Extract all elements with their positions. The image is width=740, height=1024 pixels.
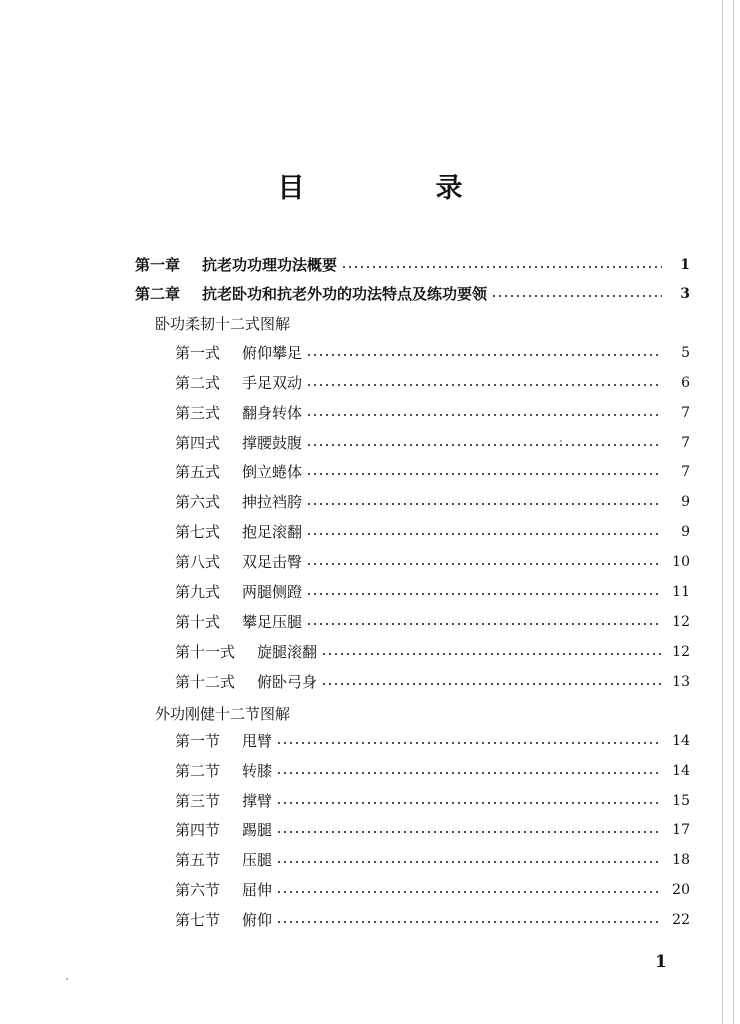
dot-leader xyxy=(276,879,662,901)
toc-item[interactable] xyxy=(175,849,690,871)
dot-leader xyxy=(276,909,662,931)
chapter-label: 第一章 xyxy=(135,256,181,274)
page-number: 5 xyxy=(681,345,690,361)
item-label: 第七节 xyxy=(175,911,221,929)
page-number: 7 xyxy=(681,435,690,451)
item-title: 撑臂 xyxy=(242,792,273,810)
page-number: 13 xyxy=(672,674,690,690)
page-number: 9 xyxy=(681,524,690,540)
toc-chapter-2[interactable] xyxy=(135,283,690,305)
chapter-title: 抗老功功理功法概要 xyxy=(202,256,338,274)
dot-leader xyxy=(306,432,662,454)
item-title: 抻拉裆胯 xyxy=(242,493,303,511)
page-edge-line-1 xyxy=(722,0,723,1024)
dot-leader xyxy=(276,819,662,841)
page-number: 7 xyxy=(681,464,690,480)
toc-item[interactable] xyxy=(175,909,690,931)
page-title: 目 录 xyxy=(277,173,515,204)
item-title: 撑腰鼓腹 xyxy=(242,434,303,452)
dot-leader xyxy=(306,581,662,603)
item-title: 甩臂 xyxy=(242,732,273,750)
dot-leader xyxy=(321,671,662,693)
page-number: 12 xyxy=(672,614,690,630)
item-label: 第三节 xyxy=(175,792,221,810)
page-number: 22 xyxy=(672,912,690,928)
item-label: 第八式 xyxy=(175,553,221,571)
item-label: 第九式 xyxy=(175,583,221,601)
item-title: 翻身转体 xyxy=(242,404,303,422)
page-number: 3 xyxy=(680,286,690,302)
toc-item[interactable] xyxy=(175,551,690,573)
dot-leader xyxy=(491,283,662,305)
page-edge-line-2 xyxy=(733,0,734,1024)
toc-item[interactable] xyxy=(175,641,690,663)
toc-item[interactable] xyxy=(175,581,690,603)
item-label: 第二节 xyxy=(175,762,221,780)
item-title: 手足双动 xyxy=(242,374,303,392)
dot-leader xyxy=(306,611,662,633)
page-number: 1 xyxy=(680,257,690,273)
item-label: 第一节 xyxy=(175,732,221,750)
dot-leader xyxy=(306,521,662,543)
dot-leader xyxy=(306,461,662,483)
toc-item[interactable] xyxy=(175,819,690,841)
item-title: 俯仰 xyxy=(242,911,273,929)
dot-leader xyxy=(341,254,662,276)
item-title: 压腿 xyxy=(242,851,273,869)
item-title: 转膝 xyxy=(242,762,273,780)
dot-leader xyxy=(276,849,662,871)
section-heading-1: 卧功柔韧十二式图解 xyxy=(155,315,291,333)
item-title: 两腿侧蹬 xyxy=(242,583,303,601)
page-folio-number: 1 xyxy=(655,952,667,972)
dot-leader xyxy=(321,641,662,663)
page-number: 12 xyxy=(672,644,690,660)
toc-item[interactable] xyxy=(175,432,690,454)
page-number: 10 xyxy=(672,554,690,570)
toc-item[interactable] xyxy=(175,611,690,633)
item-title: 攀足压腿 xyxy=(242,613,303,631)
page-number: 15 xyxy=(672,793,690,809)
chapter-title: 抗老卧功和抗老外功的功法特点及练功要领 xyxy=(202,285,488,303)
item-title: 屈伸 xyxy=(242,881,273,899)
item-label: 第五节 xyxy=(175,851,221,869)
item-label: 第十式 xyxy=(175,613,221,631)
item-label: 第十一式 xyxy=(175,643,236,661)
item-label: 第六节 xyxy=(175,881,221,899)
page-number: 9 xyxy=(681,494,690,510)
scan-speck xyxy=(66,978,68,980)
page-number: 17 xyxy=(672,822,690,838)
item-title: 踢腿 xyxy=(242,821,273,839)
item-title: 旋腿滚翻 xyxy=(257,643,318,661)
dot-leader xyxy=(276,790,662,812)
scan-speck xyxy=(560,440,562,442)
item-title: 俯卧弓身 xyxy=(257,673,318,691)
dot-leader xyxy=(306,402,662,424)
toc-item[interactable] xyxy=(175,730,690,752)
item-label: 第四式 xyxy=(175,434,221,452)
dot-leader xyxy=(306,551,662,573)
page-number: 18 xyxy=(672,852,690,868)
toc-item[interactable] xyxy=(175,402,690,424)
page-number: 6 xyxy=(681,375,690,391)
toc-item[interactable] xyxy=(175,790,690,812)
toc-item[interactable] xyxy=(175,521,690,543)
item-title: 抱足滚翻 xyxy=(242,523,303,541)
toc-chapter-1[interactable] xyxy=(135,254,690,276)
item-title: 俯仰攀足 xyxy=(242,344,303,362)
item-title: 倒立蜷体 xyxy=(242,463,303,481)
toc-item[interactable] xyxy=(175,372,690,394)
dot-leader xyxy=(276,730,662,752)
page-number: 14 xyxy=(672,733,690,749)
toc-item[interactable] xyxy=(175,491,690,513)
page-number: 20 xyxy=(672,882,690,898)
item-label: 第六式 xyxy=(175,493,221,511)
item-label: 第二式 xyxy=(175,374,221,392)
item-label: 第七式 xyxy=(175,523,221,541)
toc-item[interactable] xyxy=(175,342,690,364)
toc-item[interactable] xyxy=(175,879,690,901)
item-title: 双足击臀 xyxy=(242,553,303,571)
page-number: 14 xyxy=(672,763,690,779)
dot-leader xyxy=(276,760,662,782)
item-label: 第四节 xyxy=(175,821,221,839)
toc-item[interactable] xyxy=(175,461,690,483)
toc-item[interactable] xyxy=(175,760,690,782)
page-number: 11 xyxy=(672,584,690,600)
item-label: 第一式 xyxy=(175,344,221,362)
chapter-label: 第二章 xyxy=(135,285,181,303)
dot-leader xyxy=(306,372,662,394)
item-label: 第三式 xyxy=(175,404,221,422)
item-label: 第十二式 xyxy=(175,673,236,691)
page-number: 7 xyxy=(681,405,690,421)
dot-leader xyxy=(306,491,662,513)
section-heading-2: 外功刚健十二节图解 xyxy=(155,705,291,723)
toc-item[interactable] xyxy=(175,671,690,693)
item-label: 第五式 xyxy=(175,463,221,481)
dot-leader xyxy=(306,342,662,364)
